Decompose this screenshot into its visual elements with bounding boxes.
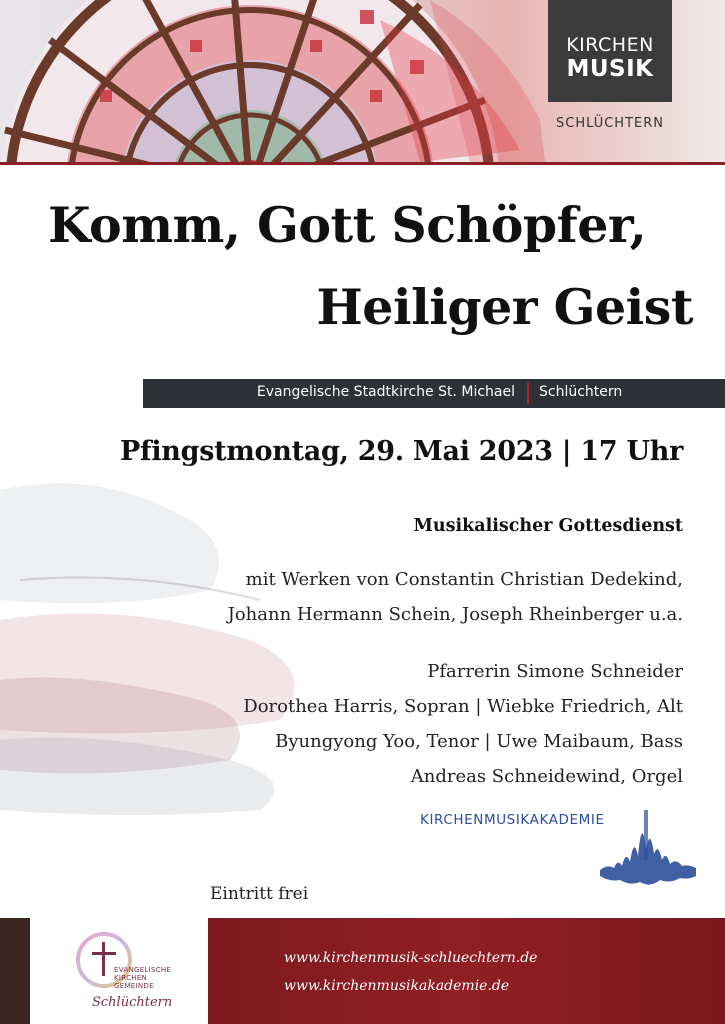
header-divider [0, 162, 725, 165]
performer-line-3: Byungyong Yoo, Tenor | Uwe Maibaum, Bass [275, 731, 683, 752]
program-details [228, 562, 683, 794]
akademie-waveform-icon [600, 806, 696, 890]
logo-place: SCHLÜCHTERN [556, 116, 664, 131]
performer-line-4: Andreas Schneidewind, Orgel [410, 766, 683, 787]
title-line-2: Heiliger Geist [316, 278, 693, 336]
church-logo-line-1: EVANGELISCHE [114, 966, 172, 974]
venue-church: Evangelische Stadtkirche St. Michael [256, 384, 515, 400]
url-kirchenmusikakademie[interactable]: www.kirchenmusikakademie.de [284, 978, 510, 994]
kirchenmusik-logo [548, 0, 672, 102]
venue-bar [143, 379, 725, 408]
works-line-1: mit Werken von Constantin Christian Dedekind, [245, 569, 683, 590]
footer-url-panel [208, 918, 725, 1024]
venue-town: Schlüchtern [539, 384, 623, 400]
akademie-label: KIRCHENMUSIKAKADEMIE [420, 812, 605, 828]
performer-line-1: Pfarrerin Simone Schneider [427, 661, 683, 682]
logo-line-kirchen: KIRCHEN [566, 34, 654, 56]
works-line-2: Johann Hermann Schein, Joseph Rheinberger u.a. [227, 604, 683, 625]
logo-line-musik: MUSIK [566, 56, 654, 82]
church-logo-line-3: GEMEINDE [114, 982, 154, 990]
url-kirchenmusik[interactable]: www.kirchenmusik-schluechtern.de [284, 950, 538, 966]
church-logo-place: Schlüchtern [92, 995, 173, 1010]
church-community-logo [70, 928, 180, 1018]
church-logo-line-2: KIRCHEN [114, 974, 148, 982]
entry-note: Eintritt frei [210, 884, 309, 904]
venue-separator [527, 383, 529, 404]
title-line-1: Komm, Gott Schöpfer, [48, 196, 647, 254]
performer-line-2: Dorothea Harris, Sopran | Wiebke Friedrich, Alt [243, 696, 683, 717]
service-type: Musikalischer Gottesdienst [413, 516, 683, 536]
footer-left-bar [0, 918, 30, 1024]
event-date: Pfingstmontag, 29. Mai 2023 | 17 Uhr [120, 436, 683, 467]
